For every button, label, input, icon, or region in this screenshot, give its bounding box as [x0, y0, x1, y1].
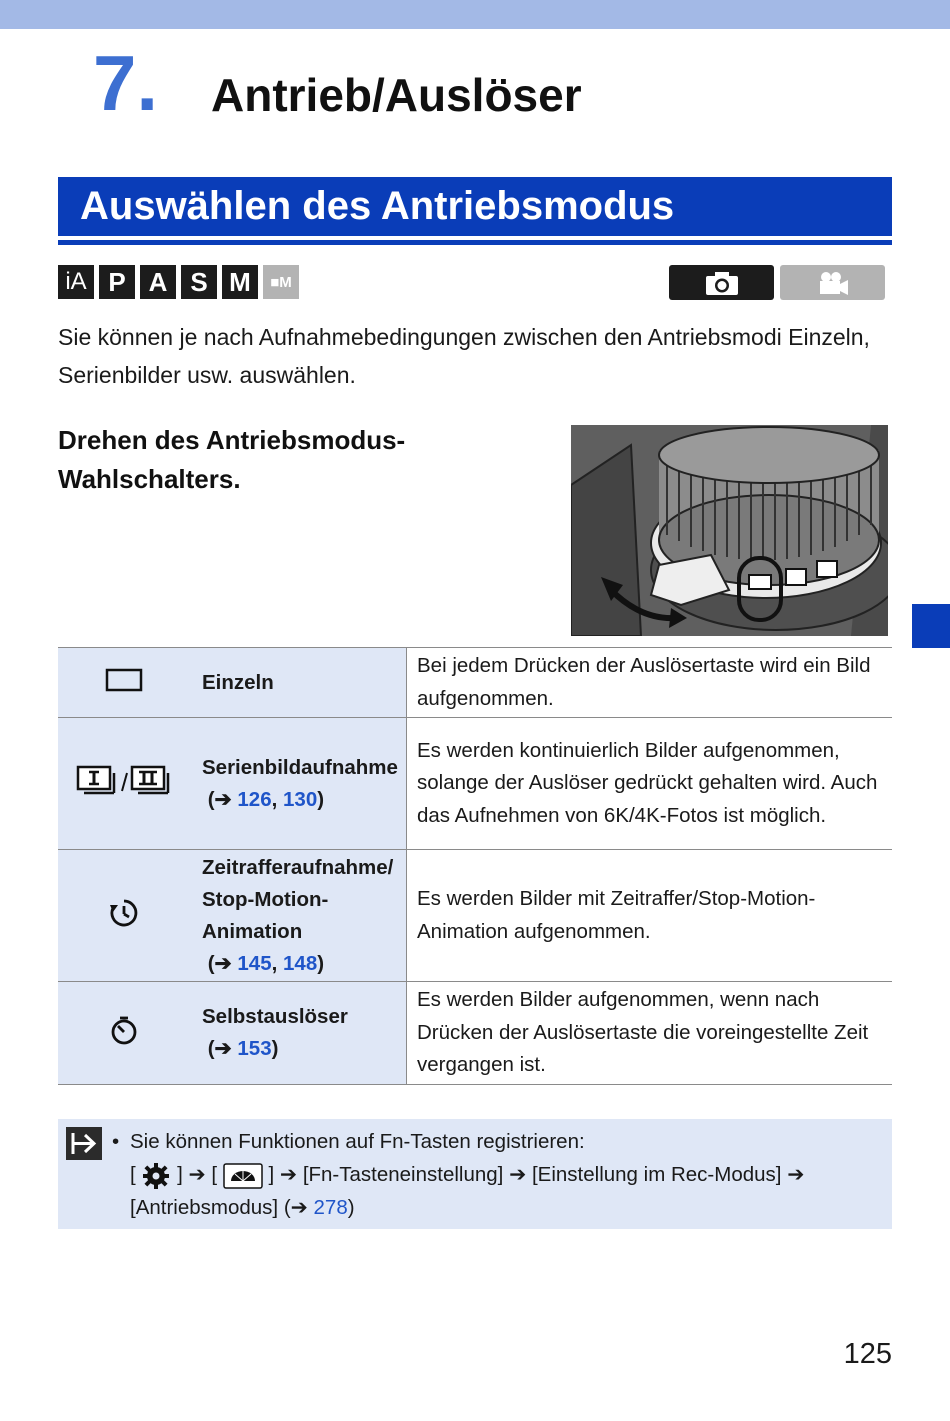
step-heading-line2: Wahlschalters.	[58, 464, 241, 494]
page-reference: (➔ 153)	[207, 1036, 279, 1060]
mode-badge-s: S	[181, 265, 217, 299]
table-mode-name	[190, 982, 407, 1085]
tip-line-3	[130, 1191, 880, 1224]
tip-line-1: Sie können Funktionen auf Fn-Tasten registrieren:	[130, 1130, 585, 1153]
mode-badge-m: M	[222, 265, 258, 299]
page-link-126[interactable]: 126	[237, 787, 272, 811]
menu-drive-mode: [Antriebsmodus]	[130, 1196, 279, 1219]
video-mode-icon	[780, 265, 885, 300]
bracket-open: [	[130, 1163, 136, 1186]
photo-mode-icon	[669, 265, 774, 300]
table-row	[58, 850, 892, 982]
table-icon-cell	[58, 718, 190, 850]
page-reference: (➔ 145, 148)	[207, 951, 325, 975]
table-mode-name	[190, 850, 407, 982]
mode-description-single: Bei jedem Drücken der Auslösertaste wird ein Bild aufgenommen.	[407, 648, 893, 718]
mode-description-timelapse: Es werden Bilder mit Zeitraffer/Stop-Motion-Animation aufgenommen.	[407, 850, 893, 982]
tip-arrow-icon	[66, 1127, 102, 1160]
mode-description-burst: Es werden kontinuierlich Bilder aufgenommen, solange der Auslöser gedrückt gehalten wird. Auch das Aufnehmen von 6K/4K-Fotos ist möglich.	[407, 718, 893, 850]
page-link-130[interactable]: 130	[283, 787, 318, 811]
ref-prefix: (➔	[207, 951, 238, 975]
menu-arrow: ➔	[188, 1163, 206, 1186]
drive-mode-table	[58, 647, 892, 1085]
mode-badge-p: P	[99, 265, 135, 299]
tip-text	[112, 1125, 880, 1224]
page-link-278[interactable]: 278	[313, 1196, 348, 1219]
mode-name-timelapse-line1: Zeitrafferaufnahme/	[202, 855, 394, 879]
section-underline	[58, 240, 892, 245]
menu-fn-settings: [Fn-Tasteneinstellung]	[302, 1163, 504, 1186]
page-link-148[interactable]: 148	[283, 951, 318, 975]
top-color-bar	[0, 0, 950, 29]
intro-paragraph: Sie können je nach Aufnahmebedingungen zwischen den Antriebsmodi Einzeln, Serienbilder usw. auswählen.	[58, 324, 870, 388]
chapter-title: Antrieb/Auslöser	[211, 69, 582, 121]
setup-gear-icon	[141, 1162, 171, 1190]
ref-prefix: (➔	[207, 787, 238, 811]
mode-description-self-timer: Es werden Bilder aufgenommen, wenn nach Drücken der Auslösertaste die voreingestellte Zeit vergangen ist.	[407, 982, 893, 1085]
bracket-open: [	[211, 1163, 218, 1186]
mode-badge-ia: iA	[58, 265, 94, 299]
step-heading-line1: Drehen des Antriebsmodus-	[58, 425, 406, 455]
mode-badge-a: A	[140, 265, 176, 299]
tip-bullet: •	[112, 1130, 120, 1153]
page-reference: (➔ 126, 130)	[207, 787, 325, 811]
table-icon-cell	[58, 982, 190, 1085]
step-heading	[58, 421, 518, 499]
custom-menu-icon	[223, 1163, 263, 1189]
mode-name-single: Einzeln	[202, 670, 274, 694]
tip-line-2	[130, 1158, 880, 1191]
self-timer-icon	[108, 1014, 140, 1046]
page-number: 125	[843, 1338, 892, 1370]
menu-arrow: ➔	[279, 1163, 298, 1186]
table-row	[58, 718, 892, 850]
mode-name-timelapse-line3: Animation	[202, 919, 303, 943]
ref-prefix: (➔	[283, 1196, 314, 1219]
section-title: Auswählen des Antriebsmodus	[80, 184, 675, 228]
drive-mode-dial-illustration	[571, 425, 888, 636]
bracket-close: ]	[177, 1163, 183, 1186]
mode-badge-creative-video: ■M	[263, 265, 299, 299]
section-header	[58, 177, 892, 236]
table-row	[58, 982, 892, 1085]
ref-prefix: (➔	[207, 1036, 238, 1060]
menu-arrow: ➔	[509, 1163, 527, 1186]
page-link-153[interactable]: 153	[237, 1036, 272, 1060]
chapter-number: 7.	[93, 39, 159, 127]
menu-rec-mode: [Einstellung im Rec-Modus]	[531, 1163, 782, 1186]
shooting-mode-badges	[58, 265, 299, 300]
bracket-close: ]	[268, 1163, 275, 1186]
single-frame-icon	[105, 668, 143, 692]
page-link-145[interactable]: 145	[237, 951, 272, 975]
table-icon-cell	[58, 850, 190, 982]
mode-name-self-timer: Selbstauslöser	[202, 1004, 348, 1028]
menu-arrow: ➔	[787, 1163, 805, 1186]
table-mode-name	[190, 718, 407, 850]
mode-name-burst: Serienbildaufnahme	[202, 755, 398, 779]
table-icon-cell	[58, 648, 190, 718]
time-lapse-icon	[108, 897, 140, 929]
mode-name-timelapse-line2: Stop-Motion-	[202, 887, 329, 911]
burst-icon	[76, 763, 172, 799]
tip-note-box	[58, 1119, 892, 1229]
chapter-side-tab	[912, 604, 950, 648]
ref-close: )	[347, 1196, 355, 1219]
table-mode-name	[190, 648, 407, 718]
table-row	[58, 648, 892, 718]
